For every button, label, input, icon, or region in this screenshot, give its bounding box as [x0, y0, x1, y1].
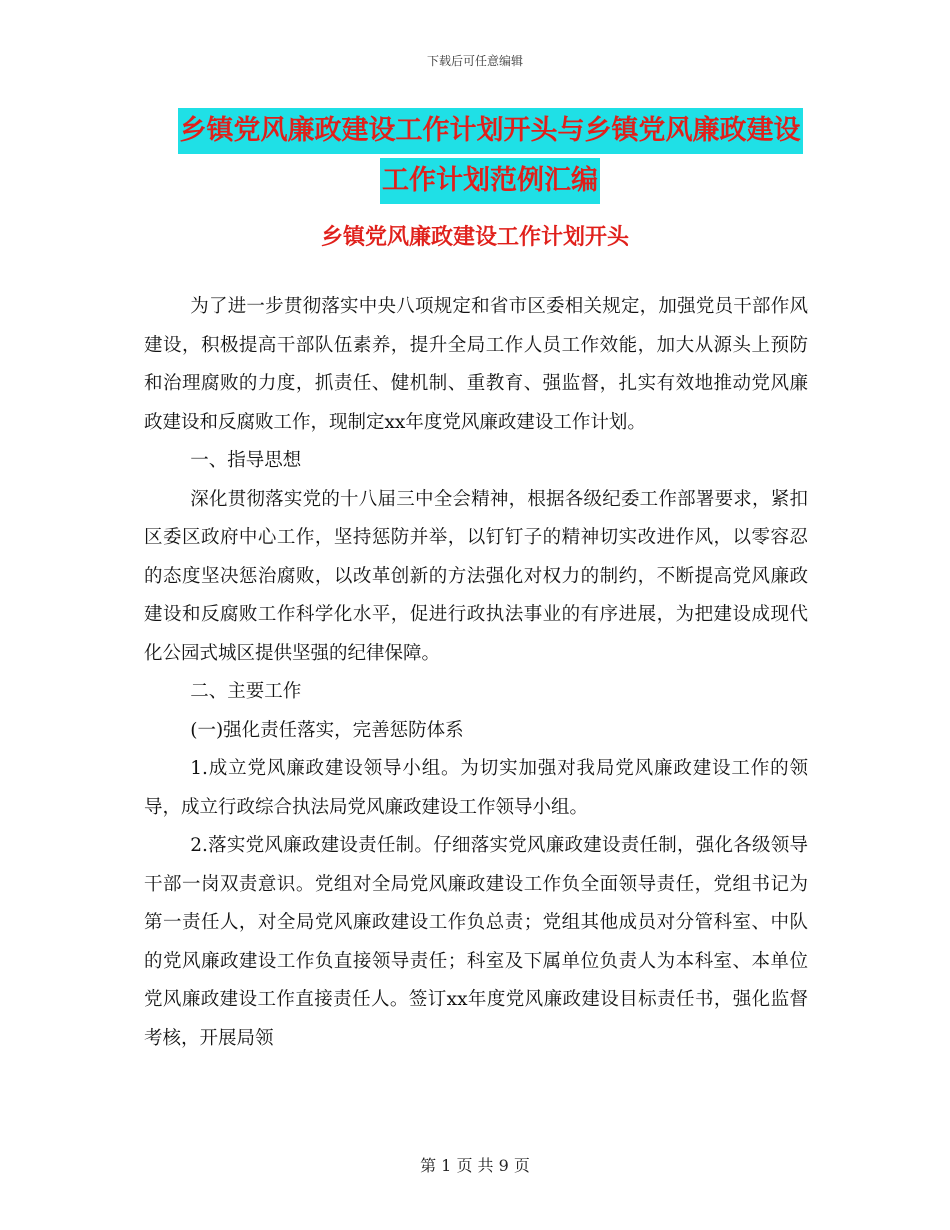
- section-heading: 乡镇党风廉政建设工作计划开头: [320, 225, 629, 250]
- heading-guiding-ideology: 一、指导思想: [190, 450, 302, 471]
- title-line-2: 工作计划范例汇编: [380, 158, 600, 204]
- page-number: 第 1 页 共 9 页: [420, 1156, 530, 1175]
- page-header: 下载后可任意编辑: [426, 54, 523, 68]
- document-title: [140, 108, 840, 204]
- paragraph-item-1: 1.成立党风廉政建设领导小组。为切实加强对我局党风廉政建设工作的领导，成立行政综合执法局党风廉政建设工作领导小组。: [144, 758, 808, 818]
- subheading-responsibility: (一)强化责任落实，完善惩防体系: [190, 719, 464, 741]
- title-line-1: 乡镇党风廉政建设工作计划开头与乡镇党风廉政建设: [178, 108, 803, 154]
- document-body: [144, 288, 808, 1058]
- heading-main-work: 二、主要工作: [190, 681, 302, 702]
- paragraph-item-2: 2.落实党风廉政建设责任制。仔细落实党风廉政建设责任制，强化各级领导干部一岗双责意识。党组对全局党风廉政建设工作负全面领导责任，党组书记为第一责任人，对全局党风廉政建设工作负总责；党组其他成员对分管科室、中队的党风廉政建设工作负直接领导责任；科室及下属单位负责人为本科室、本单位党风廉政建设工作直接责任人。签订xx年度党风廉政建设目标责任书，强化监督考核，开展局领: [144, 835, 808, 1049]
- paragraph-intro: 为了进一步贯彻落实中央八项规定和省市区委相关规定，加强党员干部作风建设，积极提高干部队伍素养，提升全局工作人员工作效能，加大从源头上预防和治理腐败的力度，抓责任、健机制、重教育、强监督，扎实有效地推动党风廉政建设和反腐败工作，现制定xx年度党风廉政建设工作计划。: [144, 296, 808, 433]
- paragraph-guiding-ideology: 深化贯彻落实党的十八届三中全会精神，根据各级纪委工作部署要求，紧扣区委区政府中心工作，坚持惩防并举，以钉钉子的精神切实改进作风，以零容忍的态度坚决惩治腐败，以改革创新的方法强化对权力的制约，不断提高党风廉政建设和反腐败工作科学化水平，促进行政执法事业的有序进展，为把建设成现代化公园式城区提供坚强的纪律保障。: [144, 488, 808, 664]
